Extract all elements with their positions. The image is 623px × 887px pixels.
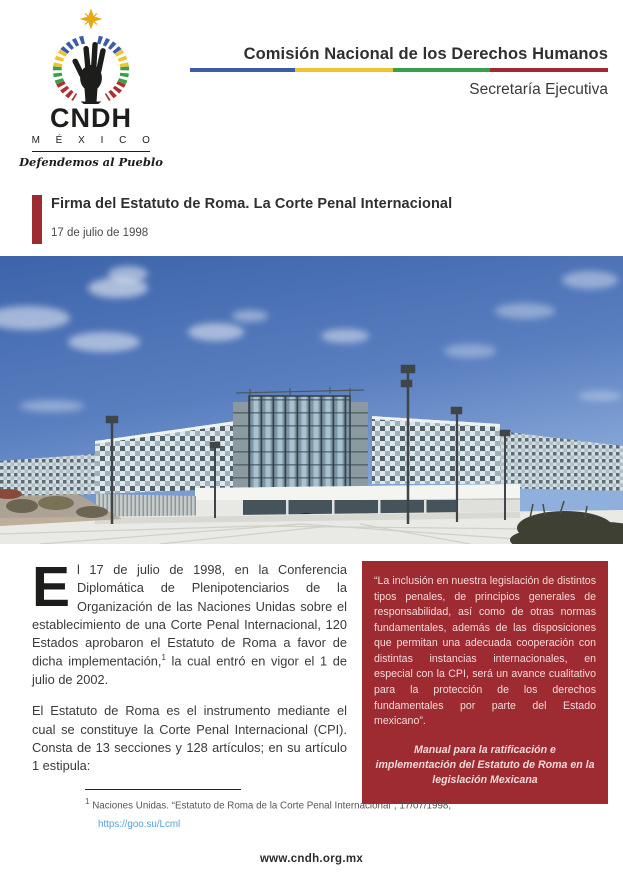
brand-color-bar bbox=[190, 68, 608, 72]
footnote-link[interactable]: https://goo.su/Lcml bbox=[98, 818, 181, 830]
org-name: Comisión Nacional de los Derechos Humanos bbox=[243, 45, 608, 63]
header bbox=[0, 0, 623, 169]
document-title: Firma del Estatuto de Roma. La Corte Penal Internacional bbox=[51, 196, 453, 212]
article-body bbox=[32, 555, 347, 804]
paragraph-1-tail: la cual entró en vigor el 1 de julio de 2002. bbox=[32, 653, 347, 688]
department-name: Secretaría Ejecutiva bbox=[469, 80, 608, 98]
footnote bbox=[85, 789, 545, 833]
cndh-logo bbox=[0, 6, 168, 169]
hand-icon bbox=[72, 42, 107, 104]
quote-attribution: Manual para la ratificación e implementación del Estatuto de Roma en la legislación Mexicana bbox=[375, 743, 595, 786]
footnote-ref-marker: 1 bbox=[161, 653, 166, 663]
document-date: 17 de julio de 1998 bbox=[51, 227, 149, 239]
bar-segment-red bbox=[490, 68, 608, 72]
paragraph-1-text: l 17 de julio de 1998, en la Conferencia Diplomática de Plenipotenciarios de la Organización de las Naciones Unidas sobre el establecimiento de una Corte Penal Internacional, 120 Estados aprobaron el Estatuto de Roma a favor de dicha implementación, bbox=[32, 562, 347, 669]
footnote-marker: 1 bbox=[85, 797, 90, 806]
logo-country: M É X I C O bbox=[31, 135, 157, 146]
quote-text: “La inclusión en nuestra legislación de distintos tipos penales, de principios generales de responsabilidad, así como de otras normas fundamentales, además de las disposiciones que permitan una adecuada cooperación con distintas instancias internacionales, en especial con la CPI, será un avance cualitativo para la protección de los derechos fundamentales por parte del Estado mexicano”. bbox=[374, 575, 596, 728]
document-title-block bbox=[32, 195, 608, 244]
content-area bbox=[32, 555, 608, 804]
paragraph-1 bbox=[32, 555, 347, 689]
icc-building-photo bbox=[0, 256, 623, 544]
logo-acronym: CNDH bbox=[50, 103, 132, 133]
footer bbox=[0, 849, 623, 867]
star-icon bbox=[80, 9, 103, 30]
paragraph-2: El Estatuto de Roma es el instrumento mediante el cual se constituye la Corte Penal Internacional (CPI). Consta de 13 secciones y 128 artículos; en su artículo 1 estipula: bbox=[32, 703, 347, 774]
bar-segment-green bbox=[393, 68, 490, 72]
footer-url: www.cndh.org.mx bbox=[259, 853, 364, 865]
cndh-emblem-icon bbox=[42, 6, 140, 104]
bar-segment-blue bbox=[190, 68, 295, 72]
dropcap: E bbox=[32, 555, 71, 619]
logo-divider bbox=[32, 151, 150, 152]
quote-box bbox=[362, 561, 608, 804]
logo-motto: Defendemos al Pueblo bbox=[19, 155, 163, 169]
bar-segment-yellow bbox=[295, 68, 393, 72]
header-brand bbox=[168, 6, 623, 169]
footnote-text: $^1$ Naciones Unidas. “Estatuto de Roma de la Corte Penal Internacional”, 17/07/1998, bbox=[85, 797, 452, 812]
footnote-divider bbox=[85, 789, 241, 790]
